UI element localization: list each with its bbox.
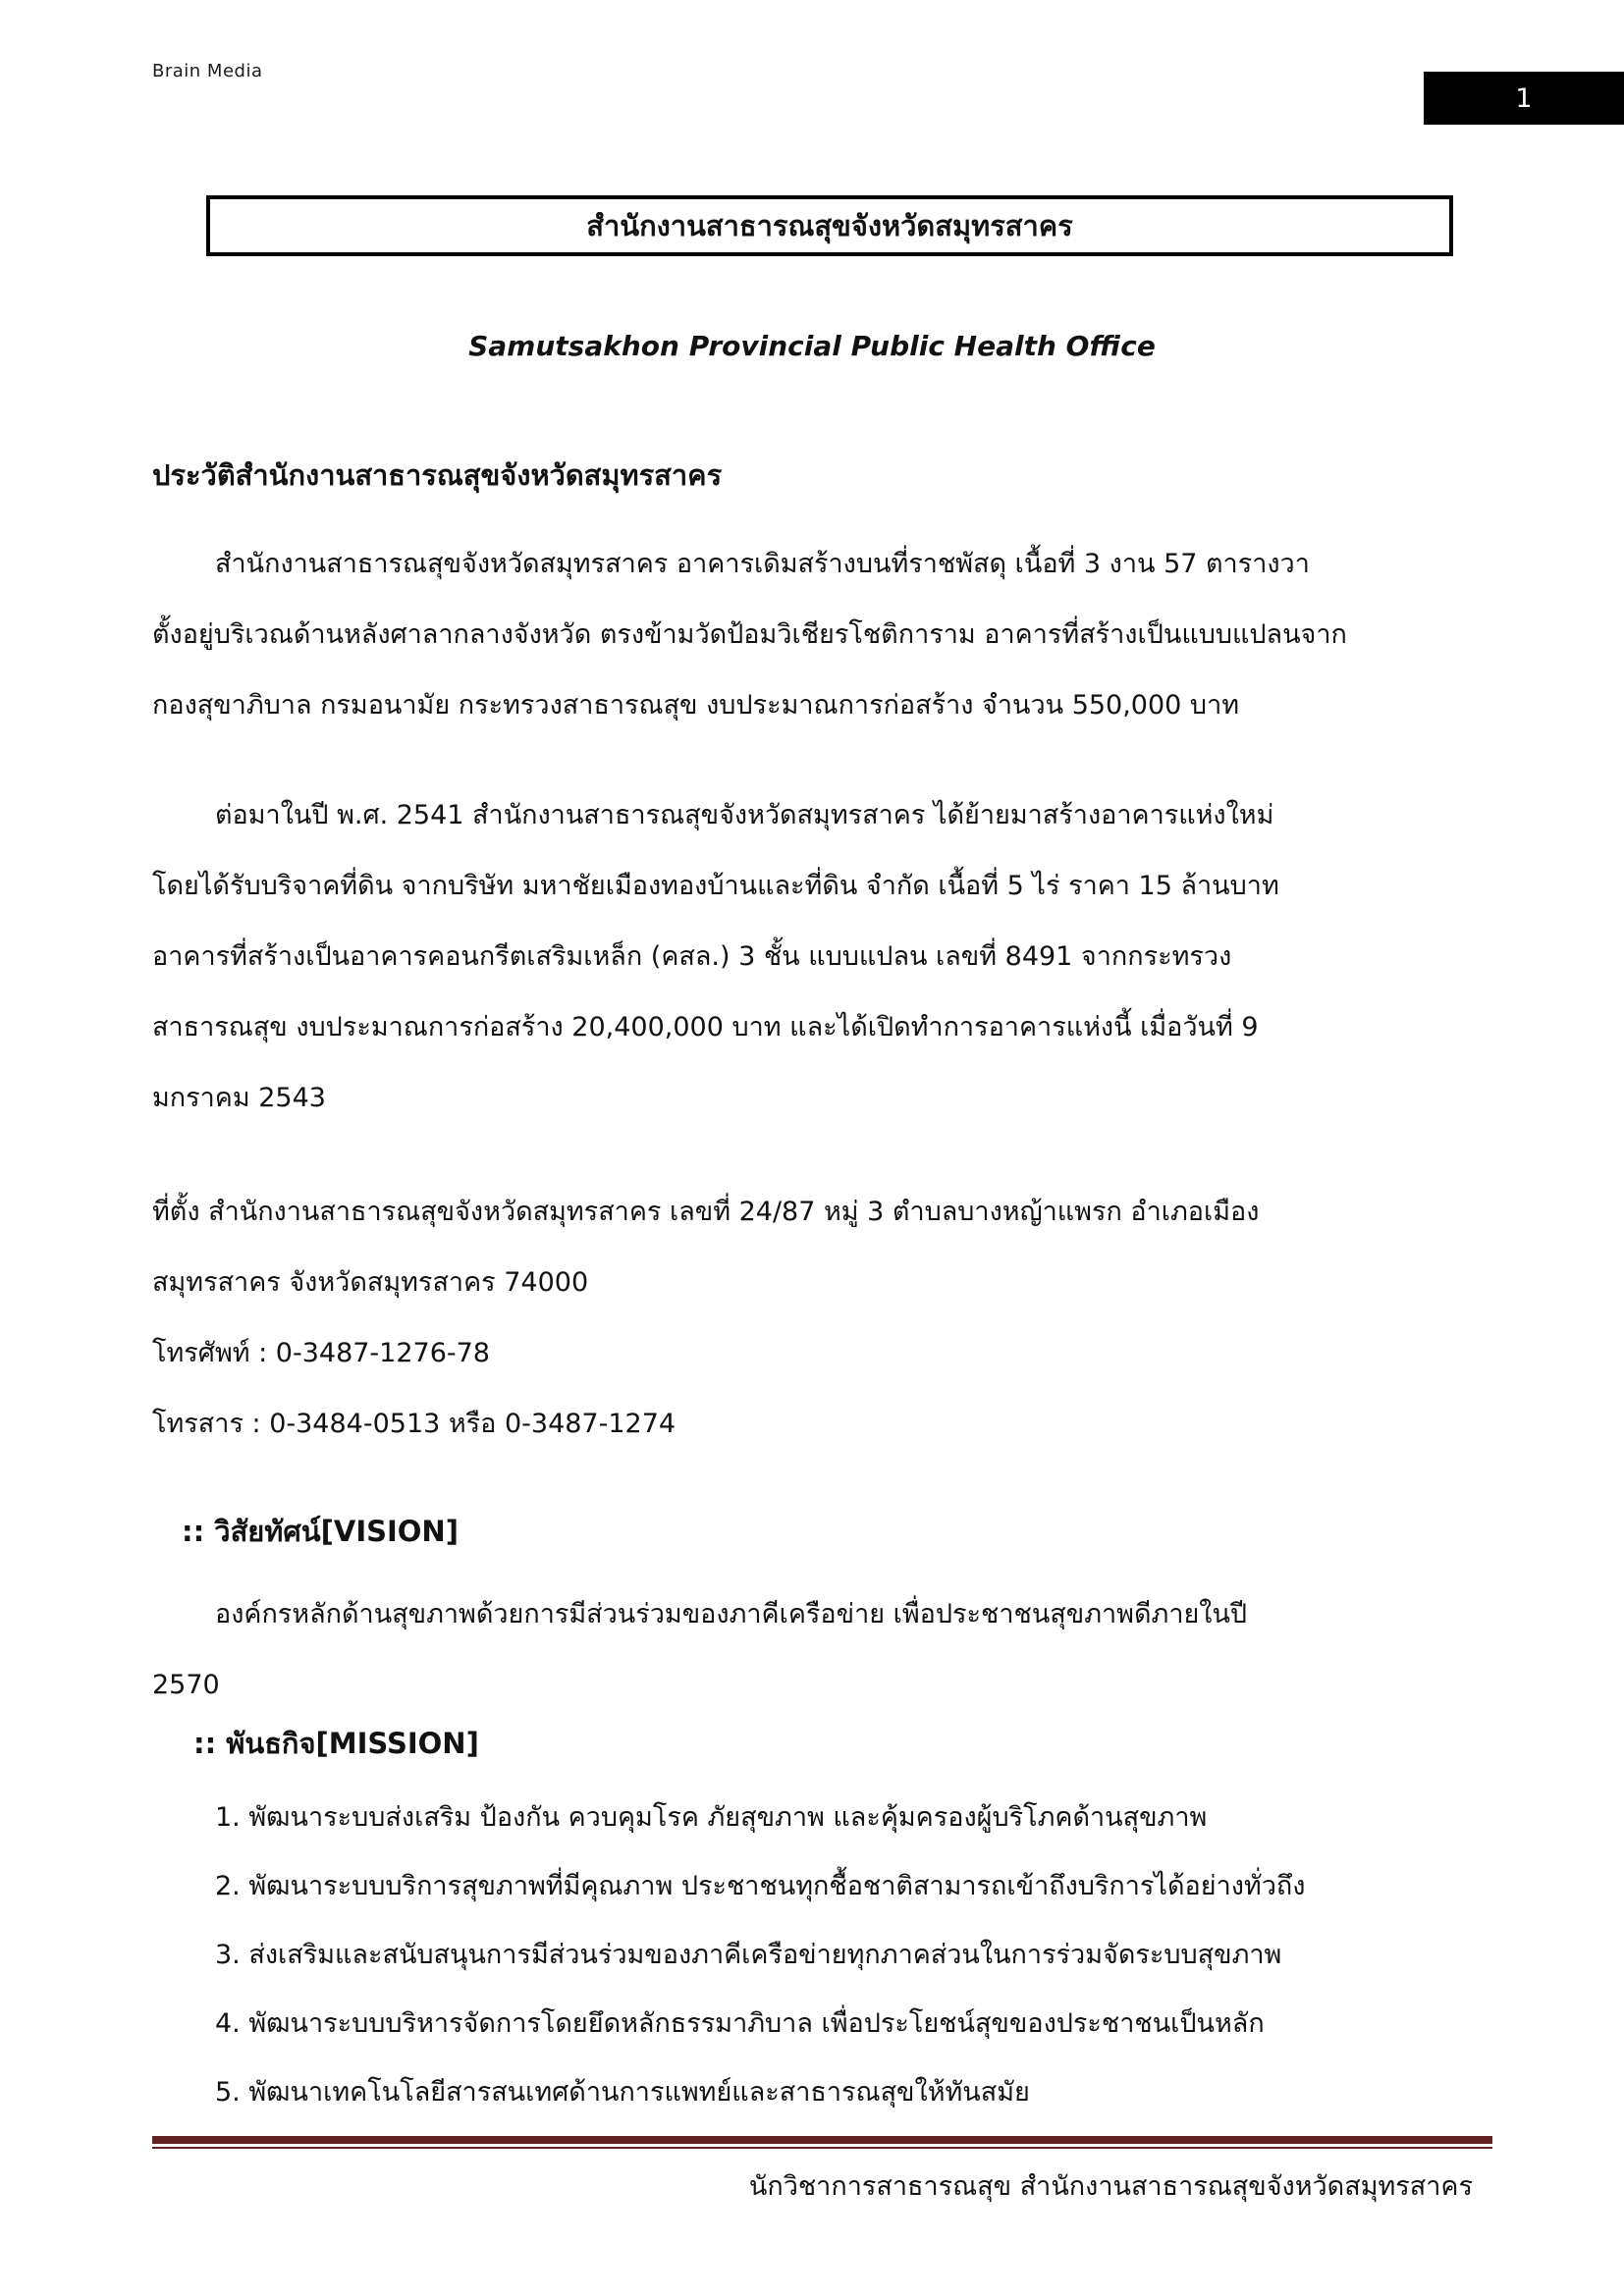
mission-list	[152, 1784, 1474, 2127]
paragraph-line: อาคารที่สร้างเป็นอาคารคอนกรีตเสริมเหล็ก (คสล.) 3 ชั้น แบบแปลน เลขที่ 8491 จากกระทรวง	[152, 941, 1232, 972]
footer-divider	[152, 2136, 1492, 2149]
header-brand-text: Brain Media	[152, 61, 263, 81]
title-box	[206, 195, 1453, 256]
mission-item: 4. พัฒนาระบบบริหารจัดการโดยยึดหลักธรรมาภิบาล เพื่อประโยชน์สุขของประชาชนเป็นหลัก	[215, 2008, 1265, 2039]
paragraph-line: กองสุขาภิบาล กรมอนามัย กระทรวงสาธารณสุข งบประมาณการก่อสร้าง จำนวน 550,000 บาท	[152, 690, 1240, 721]
history-paragraph-1	[152, 529, 1474, 741]
vision-heading: :: วิสัยทัศน์[VISION]	[182, 1515, 459, 1548]
paragraph-line: ตั้งอยู่บริเวณด้านหลังศาลากลางจังหวัด ตรงข้ามวัดป้อมวิเชียรโชติการาม อาคารที่สร้างเป็นแบบแปลนจาก	[152, 619, 1347, 650]
vision-line: องค์กรหลักด้านสุขภาพด้วยการมีส่วนร่วมของภาคีเครือข่าย เพื่อประชาชนสุขภาพดีภายในปี	[215, 1599, 1248, 1629]
paragraph-line: โดยได้รับบริจาคที่ดิน จากบริษัท มหาชัยเมืองทองบ้านและที่ดิน จำกัด เนื้อที่ 5 ไร่ ราคา 15 ล้านบาท	[152, 871, 1279, 901]
mission-item: 2. พัฒนาระบบบริการสุขภาพที่มีคุณภาพ ประชาชนทุกชื้อชาติสามารถเข้าถึงบริการได้อย่างทั่วถึง	[215, 1871, 1306, 1901]
subtitle-english: Samutsakhon Provincial Public Health Office	[468, 330, 1156, 362]
page-number: 1	[1515, 82, 1533, 114]
phone-line: โทรศัพท์ : 0-3487-1276-78	[152, 1338, 490, 1368]
paragraph-line: สำนักงานสาธารณสุขจังหวัดสมุทรสาคร อาคารเดิมสร้างบนที่ราชพัสดุ เนื้อที่ 3 งาน 57 ตารางวา	[215, 549, 1310, 579]
footer-divider-thin-line	[152, 2147, 1492, 2149]
mission-item: 1. พัฒนาระบบส่งเสริม ป้องกัน ควบคุมโรค ภัยสุขภาพ และคุ้มครองผู้บริโภคด้านสุขภาพ	[215, 1802, 1208, 1833]
title-box-text: สำนักงานสาธารณสุขจังหวัดสมุทรสาคร	[586, 209, 1073, 242]
history-paragraph-2	[152, 780, 1474, 1134]
vision-line: 2570	[152, 1670, 220, 1700]
mission-heading: :: พันธกิจ[MISSION]	[193, 1727, 479, 1760]
mission-item: 3. ส่งเสริมและสนับสนุนการมีส่วนร่วมของภาคีเครือข่ายทุกภาคส่วนในการร่วมจัดระบบสุขภาพ	[215, 1940, 1282, 1970]
address-line: สมุทรสาคร จังหวัดสมุทรสาคร 74000	[152, 1267, 589, 1298]
paragraph-line: ต่อมาในปี พ.ศ. 2541 สำนักงานสาธารณสุขจังหวัดสมุทรสาคร ได้ย้ายมาสร้างอาคารแห่งใหม่	[215, 800, 1274, 830]
vision-paragraph	[152, 1579, 1474, 1721]
footer-divider-thick-line	[152, 2136, 1492, 2144]
footer-text: นักวิชาการสาธารณสุข สำนักงานสาธารณสุขจังหวัดสมุทรสาคร	[748, 2171, 1473, 2202]
address-line: ที่ตั้ง สำนักงานสาธารณสุขจังหวัดสมุทรสาคร เลขที่ 24/87 หมู่ 3 ตำบลบางหญ้าแพรก อำเภอเมือง	[152, 1197, 1260, 1227]
history-heading: ประวัติสำนักงานสาธารณสุขจังหวัดสมุทรสาคร	[152, 458, 723, 492]
mission-item: 5. พัฒนาเทคโนโลยีสารสนเทศด้านการแพทย์และสาธารณสุขให้ทันสมัย	[215, 2077, 1030, 2108]
document-body	[152, 454, 1474, 2127]
page-number-box	[1424, 72, 1624, 125]
address-block	[152, 1177, 1474, 1460]
paragraph-line: มกราคม 2543	[152, 1083, 326, 1113]
paragraph-line: สาธารณสุข งบประมาณการก่อสร้าง 20,400,000 บาท และได้เปิดทำการอาคารแห่งนี้ เมื่อวันที่ 9	[152, 1012, 1259, 1042]
fax-line: โทรสาร : 0-3484-0513 หรือ 0-3487-1274	[152, 1409, 677, 1439]
